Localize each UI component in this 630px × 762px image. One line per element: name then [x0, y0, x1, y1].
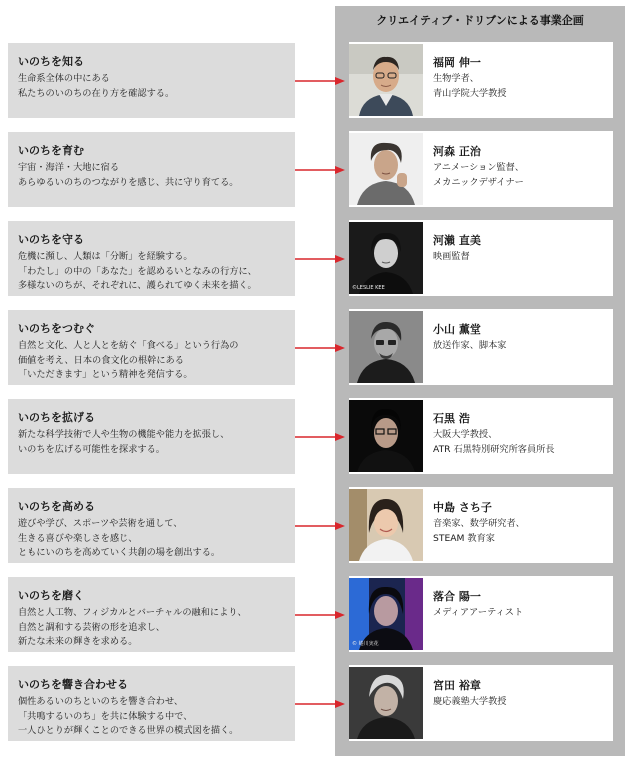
producer-name: 河瀨 直美 [433, 234, 481, 247]
theme-box [8, 399, 295, 474]
producer-card [349, 42, 613, 118]
producer-card [349, 576, 613, 652]
theme-description: 生命系全体の中にある 私たちのいのちの在り方を確認する。 [18, 73, 175, 99]
theme-description: 危機に瀕し、人類は「分断」を経験する。 「わたし」の中の「あなた」を認めるいとなみの行方に、 多様ないのちが、それぞれに、護られてゆく未来を描く。 [18, 251, 257, 291]
producer-name: 小山 薫堂 [433, 323, 481, 336]
producer-role: 慶応義塾大学教授 [433, 696, 507, 707]
theme-title: いのちを守る [18, 233, 84, 246]
producer-card [349, 398, 613, 474]
portrait-photo [349, 578, 423, 650]
theme-title: いのちを高める [18, 500, 95, 513]
theme-description: 宇宙・海洋・大地に宿る あらゆるいのちのつながりを感じ、共に守り育てる。 [18, 162, 239, 188]
theme-title: いのちを育む [18, 144, 84, 157]
theme-title: いのちを磨く [18, 589, 84, 602]
theme-box [8, 310, 295, 385]
portrait-photo [349, 489, 423, 561]
arrow-right-icon [295, 254, 345, 264]
arrow-right-icon [295, 699, 345, 709]
theme-box [8, 43, 295, 118]
theme-title: いのちを知る [18, 55, 84, 68]
theme-title: いのちを響き合わせる [18, 678, 128, 691]
portrait-photo [349, 400, 423, 472]
photo-credit: ©LESLIE KEE [352, 285, 385, 291]
arrow-right-icon [295, 521, 345, 531]
producer-role: 生物学者、 青山学院大学教授 [433, 73, 507, 99]
producer-role: 大阪大学教授、 ATR 石黒特別研究所客員所長 [433, 429, 555, 455]
theme-box [8, 666, 295, 741]
producer-name: 福岡 伸一 [433, 56, 481, 69]
producer-role: 放送作家、脚本家 [433, 340, 507, 351]
producer-card [349, 220, 613, 296]
theme-description: 自然と人工物、フィジカルとバーチャルの融和により、 自然と調和する芸術の形を追求し、 新たな未来の輝きを求める。 [18, 607, 247, 647]
producer-role: 音楽家、数学研究者、 STEAM 教育家 [433, 518, 525, 544]
theme-box [8, 132, 295, 207]
theme-box [8, 221, 295, 296]
producer-card [349, 131, 613, 207]
theme-description: 新たな科学技術で人や生物の機能や能力を拡張し、 いのちを広げる可能性を探求する。 [18, 429, 230, 455]
producer-name: 中島 さち子 [433, 501, 492, 514]
theme-description: 自然と文化、人と人とを紡ぐ「食べる」という行為の 価値を考え、日本の食文化の根幹にある 「いただきます」という精神を発信する。 [18, 340, 239, 380]
arrow-right-icon [295, 432, 345, 442]
portrait-photo [349, 222, 423, 294]
producer-role: 映画監督 [433, 251, 470, 262]
arrow-right-icon [295, 165, 345, 175]
photo-credit: © 蜷川実花 [352, 641, 379, 647]
portrait-photo [349, 311, 423, 383]
theme-title: いのちを拡げる [18, 411, 95, 424]
theme-description: 遊びや学び、スポーツや芸術を通して、 生きる喜びや楽しさを感じ、 ともにいのちを高めていく共創の場を創出する。 [18, 518, 221, 558]
portrait-photo [349, 133, 423, 205]
producer-card [349, 665, 613, 741]
theme-box [8, 577, 295, 652]
producer-card [349, 487, 613, 563]
producer-role: アニメーション監督、 メカニックデザイナー [433, 162, 525, 188]
arrow-right-icon [295, 343, 345, 353]
arrow-right-icon [295, 610, 345, 620]
producer-role: メディアアーティスト [433, 607, 524, 618]
theme-description: 個性あるいのちといのちを響き合わせ、 「共鳴するいのち」を共に体験する中で、 一人ひとりが輝くことのできる世界の模式図を描く。 [18, 696, 239, 736]
producer-card [349, 309, 613, 385]
producer-name: 河森 正治 [433, 145, 481, 158]
producer-name: 落合 陽一 [433, 590, 481, 603]
theme-box [8, 488, 295, 563]
arrow-right-icon [295, 76, 345, 86]
portrait-photo [349, 44, 423, 116]
producer-name: 宮田 裕章 [433, 679, 481, 692]
portrait-photo [349, 667, 423, 739]
theme-title: いのちをつむぐ [18, 322, 95, 335]
panel-title: クリエイティブ・ドリブンによる事業企画 [376, 14, 584, 27]
producer-name: 石黒 浩 [433, 412, 470, 425]
